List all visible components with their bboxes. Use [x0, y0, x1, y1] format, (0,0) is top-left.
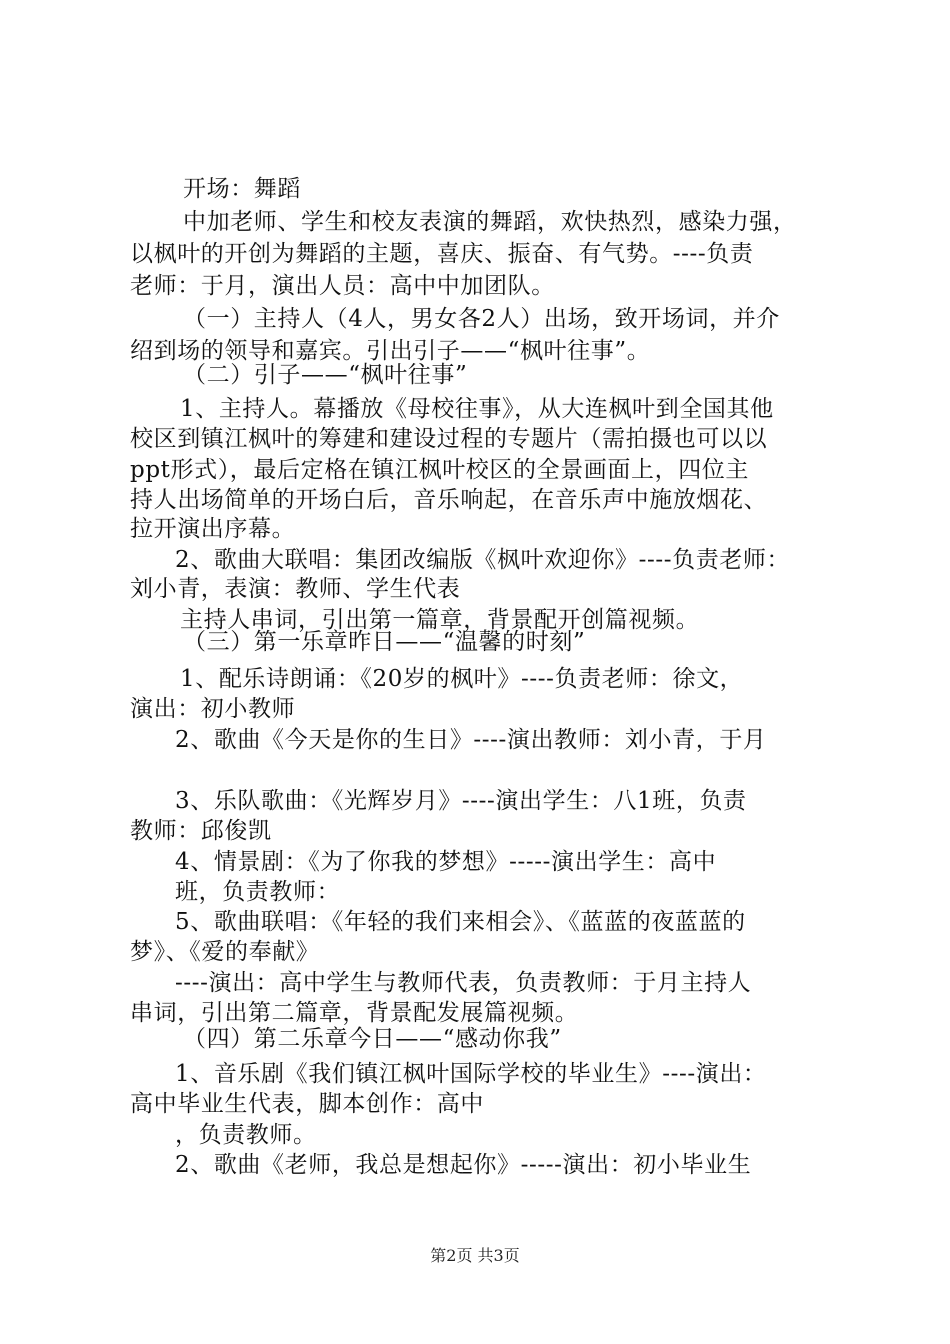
text-line: （一）主持人（4人，男女各2人）出场，致开场词，并介 [183, 306, 780, 332]
page-footer: 第2页 共3页 [430, 1246, 520, 1265]
text-line: 3、乐队歌曲：《光辉岁月》----演出学生：八1班，负责 [175, 788, 747, 814]
text-line: 演出：初小教师 [130, 696, 296, 722]
text-line: 5、歌曲联唱：《年轻的我们来相会》、《蓝蓝的夜蓝蓝的 [175, 909, 746, 935]
text-line: 开场：舞蹈 [183, 176, 301, 202]
text-line: 梦》、《爱的奉献》 [130, 939, 320, 965]
text-line: 刘小青，表演：教师、学生代表 [130, 576, 461, 602]
text-line: 持人出场简单的开场白后，音乐响起，在音乐声中施放烟花、 [130, 487, 768, 513]
text-line: 校区到镇江枫叶的筹建和建设过程的专题片（需拍摄也可以以 [130, 426, 768, 452]
text-line: ----演出：高中学生与教师代表，负责教师：于月主持人 [175, 970, 752, 996]
section-heading: （四）第二乐章今日——“感动你我” [183, 1026, 562, 1052]
text-line: 2、歌曲大联唱：集团改编版《枫叶欢迎你》----负责老师： [175, 547, 791, 573]
text-line: 绍到场的领导和嘉宾。引出引子——“枫叶往事”。 [130, 338, 651, 364]
text-line: 拉开演出序幕。 [130, 516, 296, 542]
text-line: 教师：邱俊凯 [130, 818, 272, 844]
text-line: 串词，引出第二篇章，背景配发展篇视频。 [130, 1000, 579, 1026]
text-line: 1、主持人。幕播放《母校往事》，从大连枫叶到全国其他 [180, 396, 774, 422]
text-line: 4、情景剧：《为了你我的梦想》-----演出学生：高中 [175, 849, 717, 875]
text-line: 老师：于月，演出人员：高中中加团队。 [130, 273, 555, 299]
text-line: 2、歌曲《今天是你的生日》----演出教师：刘小青，于月 [175, 727, 767, 753]
section-heading: （二）引子——“枫叶往事” [183, 362, 468, 388]
text-line: 2、歌曲《老师，我总是想起你》-----演出：初小毕业生 [175, 1152, 752, 1178]
text-line: 高中毕业生代表，脚本创作：高中 [130, 1091, 484, 1117]
section-heading: （三）第一乐章昨日——“温馨的时刻” [183, 629, 586, 655]
text-line: 班，负责教师： [175, 879, 341, 905]
text-line: 中加老师、学生和校友表演的舞蹈，欢快热烈，感染力强， [183, 209, 797, 235]
text-line: ，负责教师。 [175, 1122, 317, 1148]
text-line: 1、音乐剧《我们镇江枫叶国际学校的毕业生》----演出： [175, 1061, 767, 1087]
text-line: ppt形式），最后定格在镇江枫叶校区的全景画面上，四位主 [130, 457, 749, 483]
text-line: 1、配乐诗朗诵：《20岁的枫叶》----负责老师：徐文， [180, 666, 744, 692]
text-line: 以枫叶的开创为舞蹈的主题，喜庆、振奋、有气势。----负责 [130, 241, 754, 267]
text-line: 主持人串词，引出第一篇章，背景配开创篇视频。 [180, 607, 700, 633]
